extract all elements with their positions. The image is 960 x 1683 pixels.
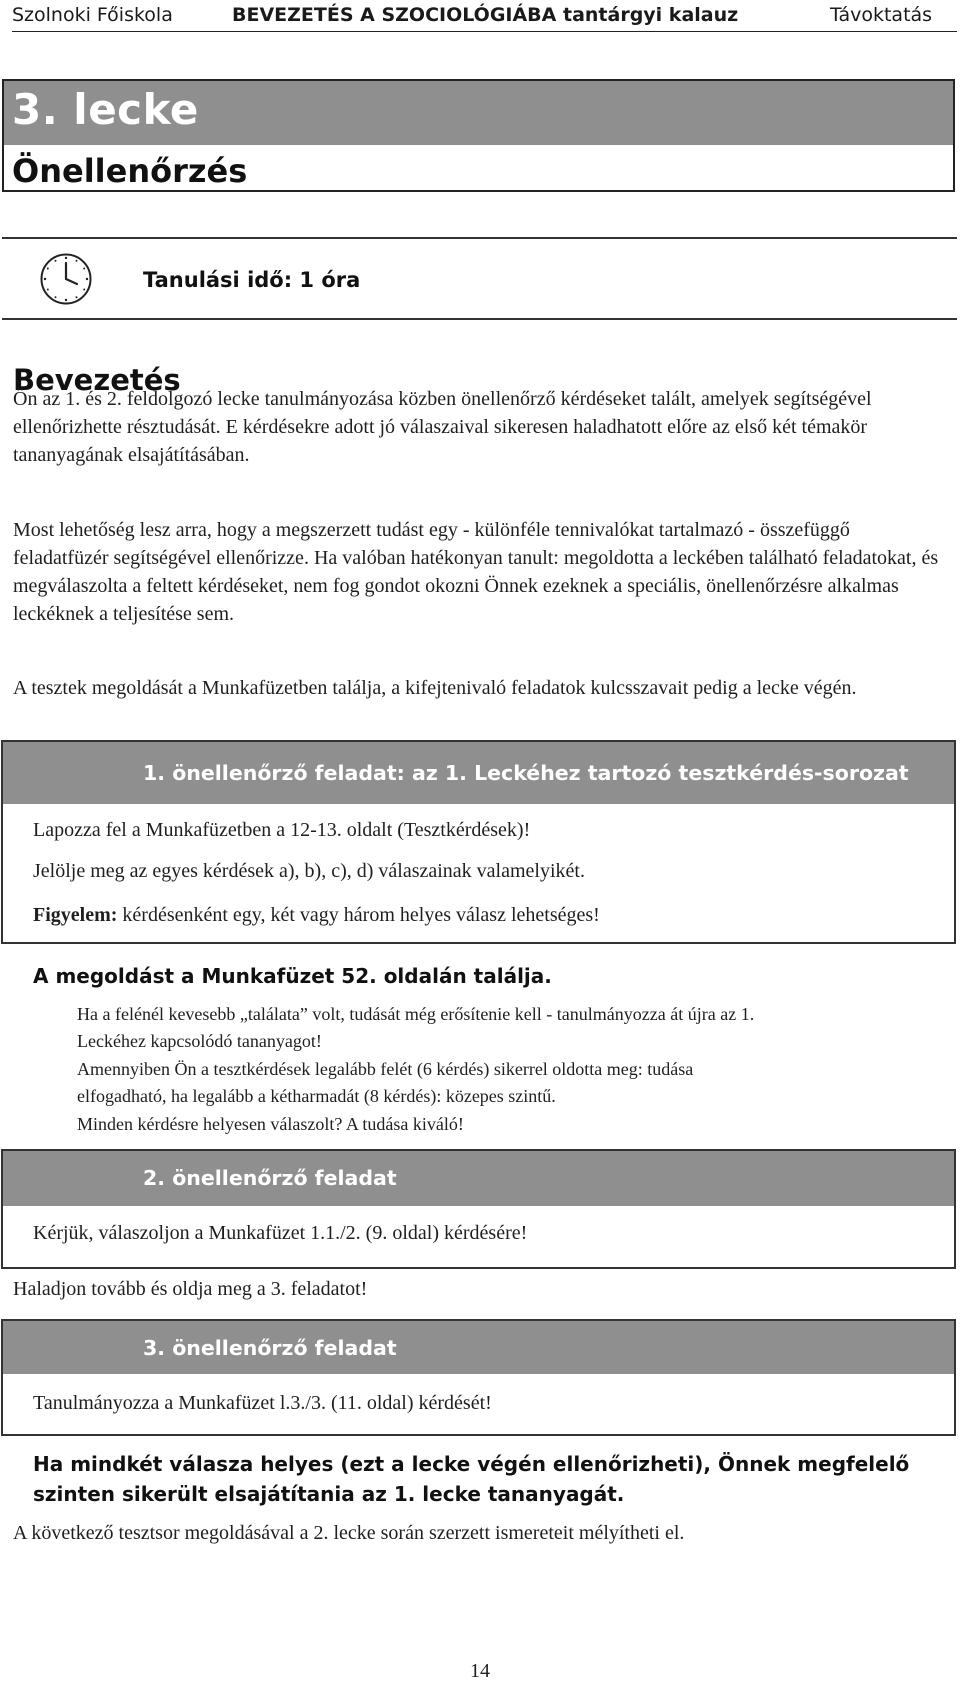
task3-line-1: Tanulmányozza a Munkafüzet l.3./3. (11. oldal) kérdését! bbox=[33, 1392, 492, 1414]
task1-warning-label: Figyelem: bbox=[33, 904, 118, 926]
lesson-title: Önellenőrzés bbox=[12, 152, 248, 190]
study-time-bottom-rule bbox=[2, 318, 957, 320]
task3-title: 3. önellenőrző feladat bbox=[143, 1336, 397, 1360]
page-number: 14 bbox=[470, 1660, 490, 1682]
task2-line-1: Kérjük, válaszoljon a Munkafüzet 1.1./2. (9. oldal) kérdésére! bbox=[33, 1222, 528, 1244]
evaluation-line-2: Leckéhez kapcsolódó tananyagot! bbox=[77, 1031, 322, 1051]
intro-paragraph-3: A tesztek megoldását a Munkafüzetben találja, a kifejtenivaló feladatok kulcsszavait pedig a lecke végén. bbox=[13, 677, 857, 699]
clock-icon bbox=[39, 252, 93, 306]
task2-title: 2. önellenőrző feladat bbox=[143, 1166, 397, 1190]
evaluation-line-5: Minden kérdésre helyesen válaszolt? A tudása kiváló! bbox=[77, 1114, 464, 1134]
header-course-title: BEVEZETÉS A SZOCIOLÓGIÁBA tantárgyi kalauz bbox=[232, 4, 739, 26]
conclusion-bold-line-2: szinten sikerült elsajátítania az 1. lecke tananyagát. bbox=[33, 1482, 625, 1506]
header-mode: Távoktatás bbox=[830, 4, 933, 26]
lesson-number: 3. lecke bbox=[12, 85, 199, 134]
evaluation-line-1: Ha a felénél kevesebb „találata” volt, tudását még erősítenie kell - tanulmányozza át újra az 1. bbox=[77, 1004, 755, 1024]
task1-warning-text: kérdésenként egy, két vagy három helyes válasz lehetséges! bbox=[117, 904, 600, 926]
task1-line-3 bbox=[33, 904, 600, 927]
study-time: Tanulási idő: 1 óra bbox=[143, 268, 361, 292]
evaluation-line-4: elfogadható, ha legalább a kétharmadát (8 kérdés): közepes szintű. bbox=[77, 1086, 556, 1106]
intro-paragraph-2: Most lehetőség lesz arra, hogy a megszerzett tudást egy - különféle tennivalókat tartalmazó - összefüggő feladatfüzér segítségével ellenőrizze. Ha valóban hatékonyan tanult: megoldotta a leckében található feladatokat, és megválaszolta a feltett kérdéseket, nem fog gondot okozni Önnek ezeknek a speciális, önellenőrzésre alkalmas leckéknek a teljesítése sem. bbox=[13, 519, 939, 625]
intro-paragraph-1: Ön az 1. és 2. feldolgozó lecke tanulmányozása közben önellenőrző kérdéseket talált, amelyek segítségével ellenőrizhette résztudását. E kérdésekre adott jó válaszaival sikeresen haladhatott előre az első két témakör tananyagának elsajátításában. bbox=[13, 388, 872, 466]
task1-line-2: Jelölje meg az egyes kérdések a), b), c), d) válaszainak valamelyikét. bbox=[33, 860, 585, 882]
conclusion-next: A következő tesztsor megoldásával a 2. lecke során szerzett ismereteit mélyítheti el. bbox=[13, 1522, 685, 1544]
intro-heading: Bevezetés bbox=[13, 363, 181, 397]
study-time-top-rule bbox=[2, 237, 957, 239]
solution-reference: A megoldást a Munkafüzet 52. oldalán találja. bbox=[33, 964, 552, 988]
task1-line-1: Lapozza fel a Munkafüzetben a 12-13. oldalt (Tesztkérdések)! bbox=[33, 819, 531, 841]
evaluation-line-3: Amennyiben Ön a tesztkérdések legalább felét (6 kérdés) sikerrel oldotta meg: tudása bbox=[77, 1059, 694, 1079]
continue-text: Haladjon tovább és oldja meg a 3. feladatot! bbox=[13, 1278, 368, 1300]
header-rule bbox=[12, 31, 957, 32]
task1-title: 1. önellenőrző feladat: az 1. Leckéhez tartozó tesztkérdés-sorozat bbox=[143, 761, 909, 785]
conclusion-bold-line-1: Ha mindkét válasza helyes (ezt a lecke végén ellenőrizheti), Önnek megfelelő bbox=[33, 1452, 910, 1476]
header-school: Szolnoki Főiskola bbox=[12, 4, 173, 26]
